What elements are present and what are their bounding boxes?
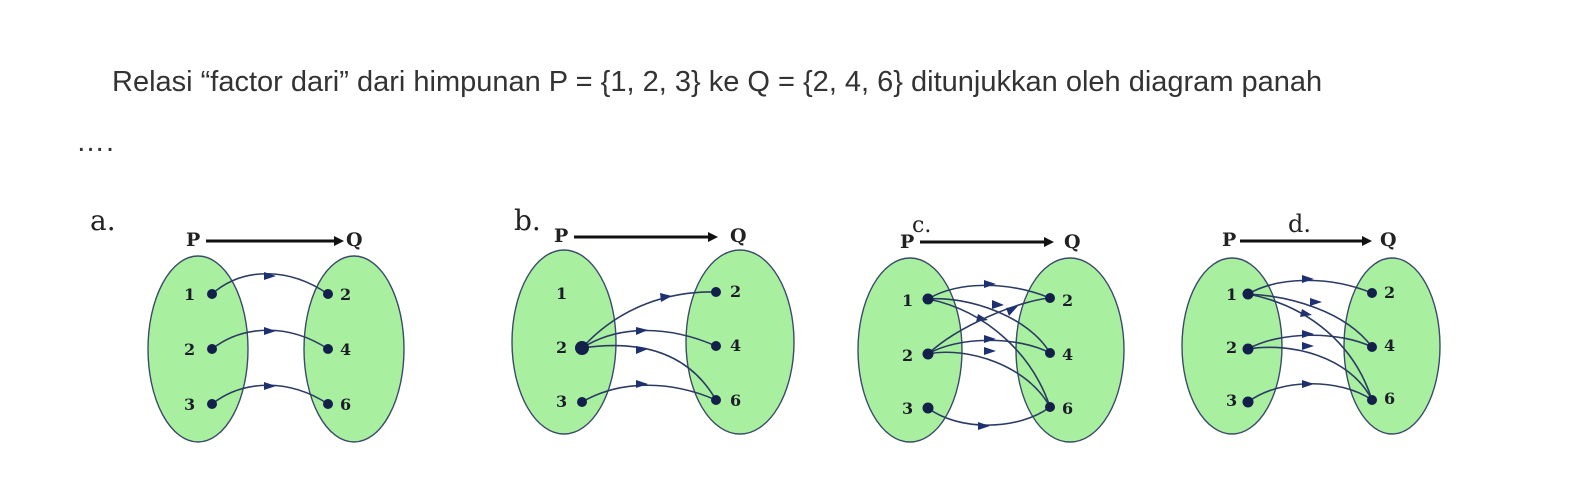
set-q-label: Q bbox=[1064, 231, 1081, 253]
q-dot bbox=[323, 289, 333, 299]
arrowhead bbox=[984, 280, 996, 288]
q-dot bbox=[323, 399, 333, 409]
arrow-diagram-d bbox=[1180, 196, 1480, 466]
arrowhead bbox=[264, 327, 276, 335]
q-element-6: 6 bbox=[730, 391, 742, 410]
set-p-label: P bbox=[1222, 229, 1237, 251]
q-dot bbox=[711, 341, 721, 351]
p-dot bbox=[577, 397, 587, 407]
p-dot bbox=[923, 403, 934, 414]
arrowhead bbox=[264, 382, 276, 390]
arrowhead bbox=[1302, 275, 1314, 283]
arrowhead bbox=[1302, 380, 1314, 388]
set-q-label: Q bbox=[730, 225, 747, 247]
arrowhead bbox=[984, 335, 996, 343]
set-p-label: P bbox=[186, 229, 201, 251]
arrowhead bbox=[1302, 342, 1314, 350]
p-dot bbox=[923, 294, 934, 305]
q-dot bbox=[1045, 402, 1055, 412]
p-dot bbox=[207, 344, 217, 354]
p-dot bbox=[575, 341, 589, 355]
question-text: Relasi “factor dari” dari himpunan P = {1, 2, 3} ke Q = {2, 4, 6} ditunjukkan oleh diagram panah bbox=[112, 66, 1323, 98]
option-d-diagram[interactable] bbox=[1180, 196, 1480, 466]
q-element-6: 6 bbox=[1062, 399, 1074, 418]
q-dot bbox=[1367, 288, 1377, 298]
option-label: b. bbox=[514, 204, 541, 237]
set-q-label: Q bbox=[346, 229, 363, 251]
arrowhead bbox=[1302, 330, 1314, 338]
arrowhead bbox=[1006, 306, 1018, 316]
q-element-6: 6 bbox=[1384, 389, 1396, 408]
arrowhead bbox=[660, 293, 672, 302]
arrowhead bbox=[636, 380, 648, 388]
arrowhead bbox=[1310, 298, 1322, 306]
relation-arrowhead bbox=[1362, 236, 1372, 246]
arrowhead bbox=[992, 300, 1004, 309]
relation-arrowhead bbox=[708, 232, 718, 242]
arrow-diagram-a bbox=[86, 196, 386, 466]
option-label: c. bbox=[912, 213, 932, 238]
p-element-1: 1 bbox=[902, 291, 914, 310]
option-b-diagram[interactable] bbox=[510, 196, 810, 466]
question-ellipsis: …. bbox=[76, 126, 116, 158]
q-dot bbox=[323, 344, 333, 354]
option-a-diagram[interactable] bbox=[86, 196, 386, 466]
option-label: a. bbox=[90, 204, 116, 237]
q-dot bbox=[711, 395, 721, 405]
q-element-6: 6 bbox=[340, 395, 352, 414]
q-dot bbox=[1367, 395, 1377, 405]
p-dot bbox=[923, 349, 934, 360]
q-element-2: 2 bbox=[1384, 283, 1396, 302]
relation-arrowhead bbox=[334, 236, 344, 246]
p-element-3: 3 bbox=[556, 392, 568, 411]
p-element-2: 2 bbox=[1226, 338, 1238, 357]
set-p-label: P bbox=[900, 231, 915, 253]
q-element-2: 2 bbox=[730, 282, 742, 301]
q-element-2: 2 bbox=[1062, 291, 1074, 310]
q-dot bbox=[1045, 293, 1055, 303]
p-element-1: 1 bbox=[556, 284, 568, 303]
p-dot bbox=[207, 399, 217, 409]
p-dot bbox=[207, 289, 217, 299]
arrowhead bbox=[984, 347, 996, 355]
p-element-2: 2 bbox=[556, 338, 568, 357]
p-element-1: 1 bbox=[1226, 285, 1238, 304]
q-element-2: 2 bbox=[340, 285, 352, 304]
option-c-diagram[interactable] bbox=[858, 196, 1158, 466]
q-dot bbox=[711, 287, 721, 297]
q-dot bbox=[1045, 348, 1055, 358]
p-dot bbox=[1243, 397, 1254, 408]
q-element-4: 4 bbox=[730, 336, 742, 355]
p-element-2: 2 bbox=[184, 340, 196, 359]
q-element-4: 4 bbox=[1062, 345, 1074, 364]
q-element-4: 4 bbox=[1384, 336, 1396, 355]
set-p-oval bbox=[148, 256, 248, 442]
p-element-2: 2 bbox=[902, 346, 914, 365]
set-p-label: P bbox=[554, 225, 569, 247]
p-element-3: 3 bbox=[184, 395, 196, 414]
option-label: d. bbox=[1288, 210, 1311, 238]
set-q-oval bbox=[304, 256, 404, 442]
p-dot bbox=[1243, 344, 1254, 355]
relation-arrowhead bbox=[1044, 237, 1054, 247]
arrow-diagram-b bbox=[510, 196, 810, 466]
p-element-3: 3 bbox=[902, 399, 914, 418]
p-element-1: 1 bbox=[184, 285, 196, 304]
p-dot bbox=[1243, 289, 1254, 300]
arrowhead bbox=[1300, 309, 1312, 317]
set-q-label: Q bbox=[1380, 229, 1397, 251]
arrowhead bbox=[978, 422, 990, 430]
p-element-3: 3 bbox=[1226, 391, 1238, 410]
q-dot bbox=[1367, 342, 1377, 352]
q-element-4: 4 bbox=[340, 340, 352, 359]
arrow-diagram-c bbox=[858, 196, 1158, 466]
